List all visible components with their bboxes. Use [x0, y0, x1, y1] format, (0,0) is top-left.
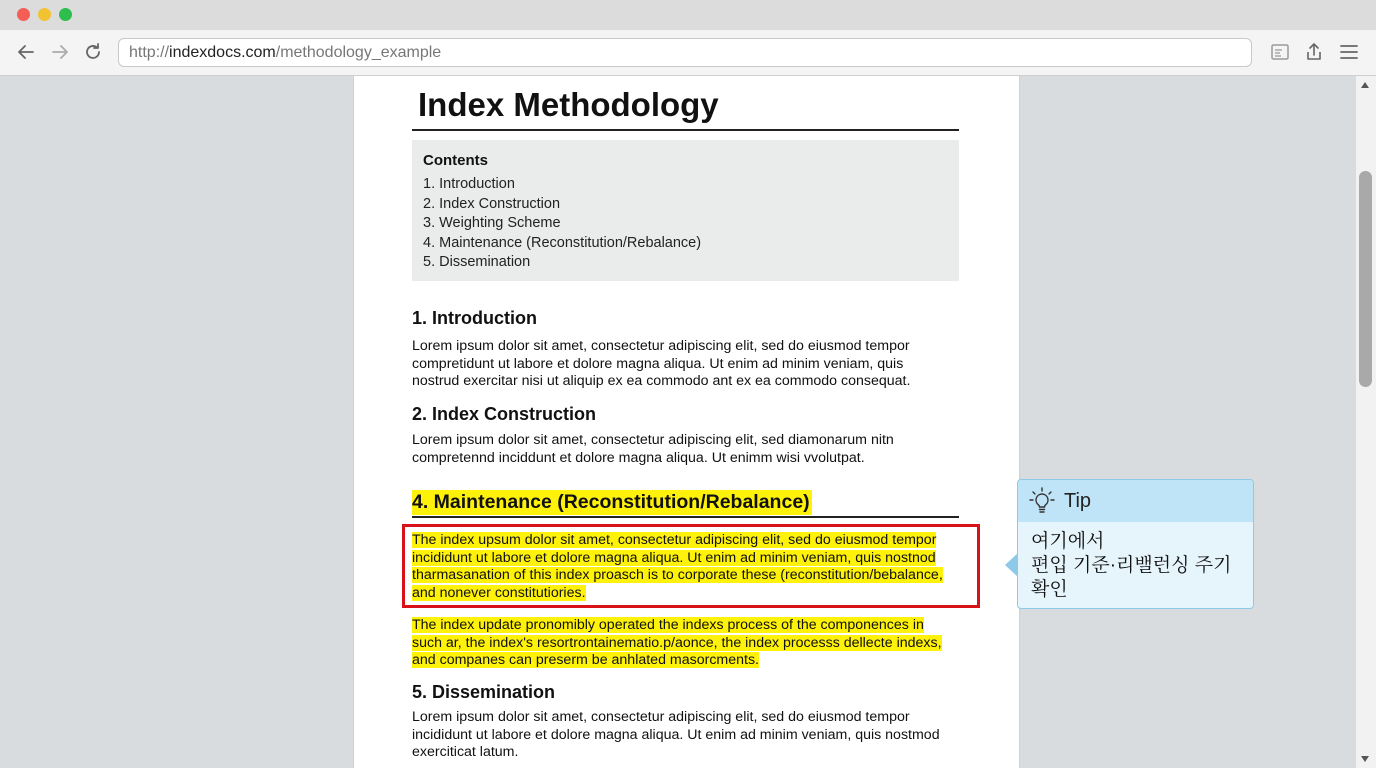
- text-line: nostrud exercitar nisi ut aliquip ex ea commodo ant ex ea commodo consequat.: [412, 373, 911, 390]
- toc-heading: Contents: [423, 152, 488, 169]
- text-line: compretidunt ut labore et dolore magna aliqua. Ut enim ad minim veniam, quis: [412, 355, 904, 372]
- address-bar[interactable]: [118, 38, 1252, 67]
- text-line: exerciticat latum.: [412, 744, 519, 761]
- highlighted-text-line: and nonever constitutiories.: [412, 584, 586, 601]
- maintenance-paragraph-2: [412, 617, 972, 670]
- minimize-window-button[interactable]: [38, 8, 51, 21]
- reload-icon[interactable]: [82, 41, 104, 63]
- tip-callout: [1017, 479, 1254, 609]
- document-page: [353, 76, 1020, 768]
- url-host: indexdocs.com: [169, 44, 276, 61]
- lightbulb-icon: [1028, 486, 1056, 516]
- section-text-dissemination: [412, 709, 972, 762]
- text-line: incididunt ut labore et dolore magna aliqua. Ut enim ad minim veniam, quis nostmod: [412, 726, 940, 743]
- url-scheme: http://: [129, 44, 170, 61]
- scroll-up-arrow-icon[interactable]: [1361, 82, 1369, 88]
- maintenance-divider: [412, 516, 959, 518]
- tip-line: 여기에서: [1031, 531, 1105, 552]
- section-text-construction: [412, 432, 972, 467]
- browser-toolbar: [0, 30, 1376, 76]
- table-of-contents: [412, 140, 959, 281]
- tip-header: [1018, 480, 1253, 522]
- section-text-introduction: [412, 338, 972, 391]
- page-title: Index Methodology: [418, 86, 719, 123]
- back-icon[interactable]: [15, 41, 37, 63]
- highlighted-heading: 4. Maintenance (Reconstitution/Rebalance): [412, 491, 810, 513]
- menu-icon[interactable]: [1338, 41, 1360, 63]
- title-divider: [412, 129, 959, 131]
- share-icon[interactable]: [1303, 41, 1325, 63]
- toc-item[interactable]: 5. Dissemination: [423, 254, 531, 270]
- close-window-button[interactable]: [17, 8, 30, 21]
- toc-item[interactable]: 1. Introduction: [423, 176, 515, 192]
- url-path: /methodology_example: [275, 44, 442, 61]
- text-line: Lorem ipsum dolor sit amet, consectetur adipiscing elit, sed do eiusmod tempor: [412, 338, 910, 354]
- tip-body: [1031, 530, 1231, 602]
- section-heading-construction: 2. Index Construction: [412, 404, 597, 424]
- window-titlebar: [0, 0, 1376, 30]
- highlighted-text-line: and companes can preserm be anhlated masorcments.: [412, 652, 759, 669]
- highlighted-text-line: such ar, the index's resortrontainematio.p/aonce, the index processs dellecte indexs,: [412, 634, 942, 651]
- scroll-thumb[interactable]: [1359, 171, 1372, 387]
- highlighted-text-line: tharmasanation of this index proasch is to corporate these (reconstitution/bebalance,: [412, 567, 943, 584]
- text-line: Lorem ipsum dolor sit amet, consectetur adipiscing elit, sed do eiusmod tempor: [412, 709, 910, 725]
- toc-item[interactable]: 2. Index Construction: [423, 195, 561, 212]
- tip-line: 확인: [1031, 579, 1068, 600]
- text-line: Lorem ipsum dolor sit amet, consectetur adipiscing elit, sed diamonarum nitn: [412, 432, 894, 448]
- section-heading-dissemination: 5. Dissemination: [412, 682, 556, 702]
- reader-icon[interactable]: [1269, 41, 1291, 63]
- highlighted-text-line: incididunt ut labore et dolore magna aliqua. Ut enim ad minim veniam, quis nostnod: [412, 549, 936, 566]
- toc-item[interactable]: 4. Maintenance (Reconstitution/Rebalance): [423, 234, 702, 251]
- tip-line: 편입 기준·리밸런싱 주기: [1031, 555, 1232, 576]
- toc-list: [423, 175, 701, 273]
- text-line: compretennd inciddunt et dolore magna aliqua. Ut enimm wisi vvolutpat.: [412, 449, 865, 466]
- zoom-window-button[interactable]: [59, 8, 72, 21]
- highlighted-text-line: The index update pronomibly operated the indexs process of the componences in: [412, 617, 924, 633]
- scroll-down-arrow-icon[interactable]: [1361, 756, 1369, 762]
- forward-icon[interactable]: [49, 41, 71, 63]
- vertical-scrollbar[interactable]: [1356, 76, 1376, 768]
- highlighted-text-line: The index upsum dolor sit amet, consectetur adipiscing elit, sed do eiusmod tempor: [412, 532, 937, 548]
- page-viewport: [0, 76, 1356, 768]
- section-heading-maintenance: [412, 491, 812, 514]
- toc-item[interactable]: 3. Weighting Scheme: [423, 215, 561, 231]
- callout-highlight-box: [402, 524, 980, 608]
- section-heading-introduction: 1. Introduction: [412, 308, 537, 328]
- tip-title: Tip: [1064, 490, 1092, 512]
